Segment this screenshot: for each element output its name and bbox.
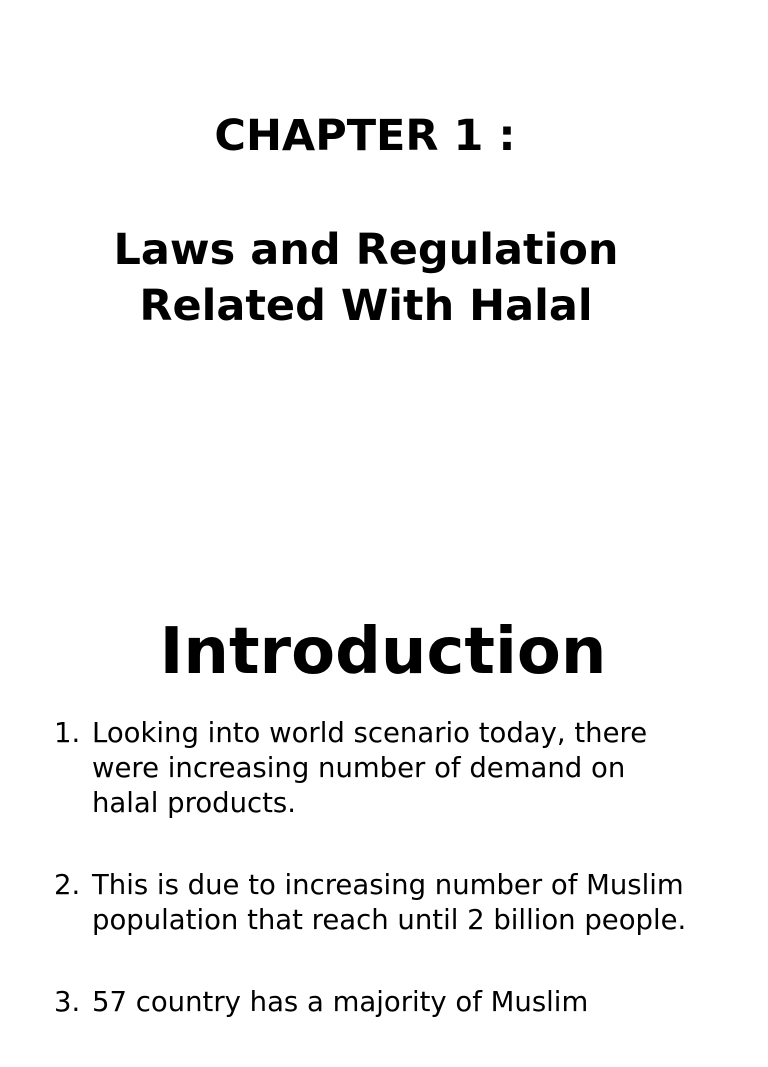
chapter-title xyxy=(0,222,732,334)
list-item xyxy=(54,985,754,1020)
list-item-text-line: Looking into world scenario today, there xyxy=(92,717,648,749)
list-item-text-line: 57 country has a majority of Muslim xyxy=(92,986,589,1018)
list-item xyxy=(54,716,754,821)
list-item-number: 1. xyxy=(54,717,81,749)
chapter-title-line: Laws and Regulation xyxy=(113,225,619,275)
list-item-text-line: halal products. xyxy=(92,787,296,819)
chapter-heading: CHAPTER 1 : xyxy=(214,111,516,161)
list-item-text-line: were increasing number of demand on xyxy=(92,752,626,784)
chapter-title-line: Related With Halal xyxy=(139,281,593,331)
list-item-text-line: This is due to increasing number of Muslim xyxy=(92,869,684,901)
list-item-text-line: population that reach until 2 billion people. xyxy=(92,904,687,936)
list-item-number: 3. xyxy=(54,986,81,1018)
list-item xyxy=(54,868,754,938)
list-item-number: 2. xyxy=(54,869,81,901)
introduction-points-list xyxy=(54,716,754,1067)
introduction-heading: Introduction xyxy=(159,615,607,689)
